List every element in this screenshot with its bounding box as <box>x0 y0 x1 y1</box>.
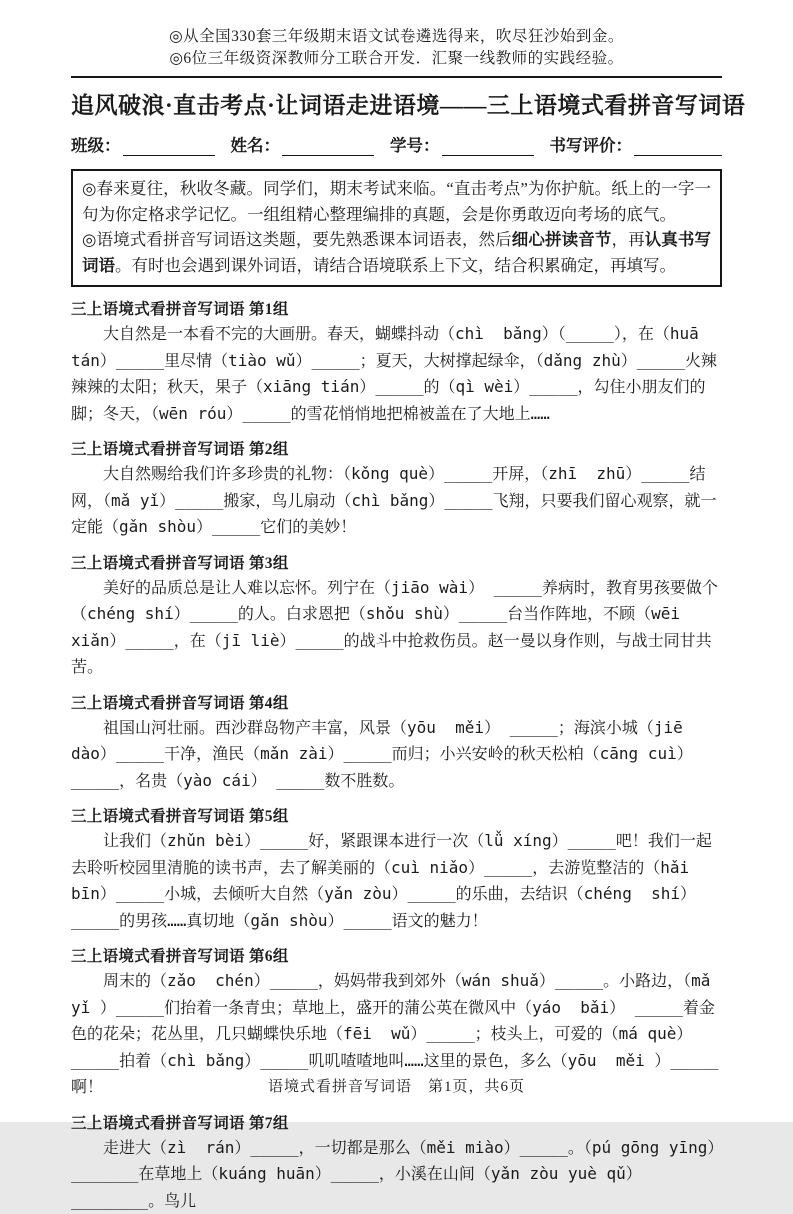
intro-paragraph-2: ◎语境式看拼音写词语这类题，要先熟悉课本词语表，然后细心拼读音节，再认真书写词语。有时也会遇到课外词语，请结合语境联系上下文，结合积累确定，再填写。 <box>82 227 711 278</box>
group-text-2: 大自然赐给我们许多珍贵的礼物：（kǒng què）_____开屏，（zhī zhū）_____结网，（mǎ yǐ）_____搬家，鸟儿扇动（chì bǎng）_____飞翔，只要我们留心观察，就一定能（gǎn shòu）_____它们的美妙！ <box>71 461 722 541</box>
top-note-line-2: ◎6位三年级资深教师分工联合开发．汇聚一线教师的实践经验。 <box>71 48 722 70</box>
group-heading-4: 三上语境式看拼音写词语 第4组 <box>71 691 722 713</box>
group-heading-3: 三上语境式看拼音写词语 第3组 <box>71 551 722 573</box>
top-notes <box>71 26 722 69</box>
field-class-label: 班级： <box>71 132 121 156</box>
field-writing-rating <box>550 132 723 156</box>
intro-paragraph-1: ◎春来夏往，秋收冬藏。同学们，期末考试来临。“直击考点”为你护航。纸上的一字一句为你定格求学记忆。一组组精心整理编排的真题，会是你勇敢迈向考场的底气。 <box>82 176 711 227</box>
group-section-2 <box>71 437 722 541</box>
field-class-blank <box>123 140 215 156</box>
group-text-7: 走进大（zì rán）_____，一切都是那么（měi miào）_____。（pú gōng yīng）_______在草地上（kuáng huān）_____，小溪在山间（yǎn zòu yuè qǔ）________。鸟儿 <box>71 1135 722 1214</box>
header-divider <box>71 76 722 78</box>
group-heading-6: 三上语境式看拼音写词语 第6组 <box>71 944 722 966</box>
group-section-1 <box>71 297 722 427</box>
field-name-label: 姓名： <box>231 132 281 156</box>
field-name-blank <box>282 140 374 156</box>
field-name <box>231 132 375 156</box>
group-text-6: 周末的（zǎo chén）_____，妈妈带我到郊外（wán shuǎ）_____。小路边，（mǎ yǐ ）_____们抬着一条青虫；草地上，盛开的蒲公英在微风中（yáo bǎi） _____着金色的花朵；花丛里，几只蝴蝶快乐地（fēi wǔ）_____；枝头上，可爱的（má què） _____拍着（chì bǎng）_____叽叽喳喳地叫……这里的景色，多么（yōu měi ）_____啊！ <box>71 968 722 1101</box>
group-section-4 <box>71 691 722 795</box>
group-section-3 <box>71 551 722 681</box>
field-student-number-label: 学号： <box>390 132 440 156</box>
field-writing-rating-label: 书写评价： <box>550 132 633 156</box>
group-text-3: 美好的品质总是让人难以忘怀。列宁在（jiāo wài） _____养病时，教育男孩要做个（chéng shí）_____的人。白求恩把（shǒu shù）_____台当作阵地，不顾（wēi xiǎn）_____，在（jī liè）_____的战斗中抢救伤员。赵一曼以身作则，与战士同甘共苦。 <box>71 575 722 681</box>
top-note-line-1: ◎从全国330套三年级期末语文试卷遴选得来，吹尽狂沙始到金。 <box>71 26 722 48</box>
field-student-number <box>390 132 534 156</box>
group-heading-7: 三上语境式看拼音写词语 第7组 <box>71 1111 722 1133</box>
field-student-number-blank <box>442 140 534 156</box>
group-text-1: 大自然是一本看不完的大画册。春天，蝴蝶抖动（chì bǎng）（_____），在（huā tán）_____里尽情（tiào wǔ）_____；夏天，大树撑起绿伞，（dǎng zhù）_____火辣辣辣的太阳；秋天，果子（xiāng tián）_____的（qì wèi）_____，勾住小朋友们的脚；冬天，（wēn róu）_____的雪花悄悄地把棉被盖在了大地上…… <box>71 321 722 427</box>
intro-box <box>71 169 722 287</box>
group-heading-1: 三上语境式看拼音写词语 第1组 <box>71 297 722 319</box>
field-class <box>71 132 215 156</box>
group-text-5: 让我们（zhǔn bèi）_____好，紧跟课本进行一次（lǚ xíng）_____吧！我们一起去聆听校园里清脆的读书声，去了解美丽的（cuì niǎo）_____，去游览整洁的（hǎi bīn）_____小城，去倾听大自然（yǎn zòu）_____的乐曲，去结识（chéng shí）_____的男孩……真切地（gǎn shòu）_____语文的魅力！ <box>71 828 722 934</box>
field-writing-rating-blank <box>634 140 722 156</box>
student-info-row <box>71 132 722 156</box>
group-heading-2: 三上语境式看拼音写词语 第2组 <box>71 437 722 459</box>
group-text-4: 祖国山河壮丽。西沙群岛物产丰富，风景（yōu měi） _____；海滨小城（jiē dào）_____干净，渔民（mǎn zài）_____而归；小兴安岭的秋天松柏（cāng cuì）_____，名贵（yào cái） _____数不胜数。 <box>71 715 722 795</box>
group-section-5 <box>71 804 722 934</box>
page-footer: 语境式看拼音写词语 第1页，共6页 <box>0 1075 793 1096</box>
group-heading-5: 三上语境式看拼音写词语 第5组 <box>71 804 722 826</box>
group-section-7 <box>71 1111 722 1214</box>
page-title: 追风破浪·直击考点·让词语走进语境——三上语境式看拼音写词语 <box>71 87 722 120</box>
